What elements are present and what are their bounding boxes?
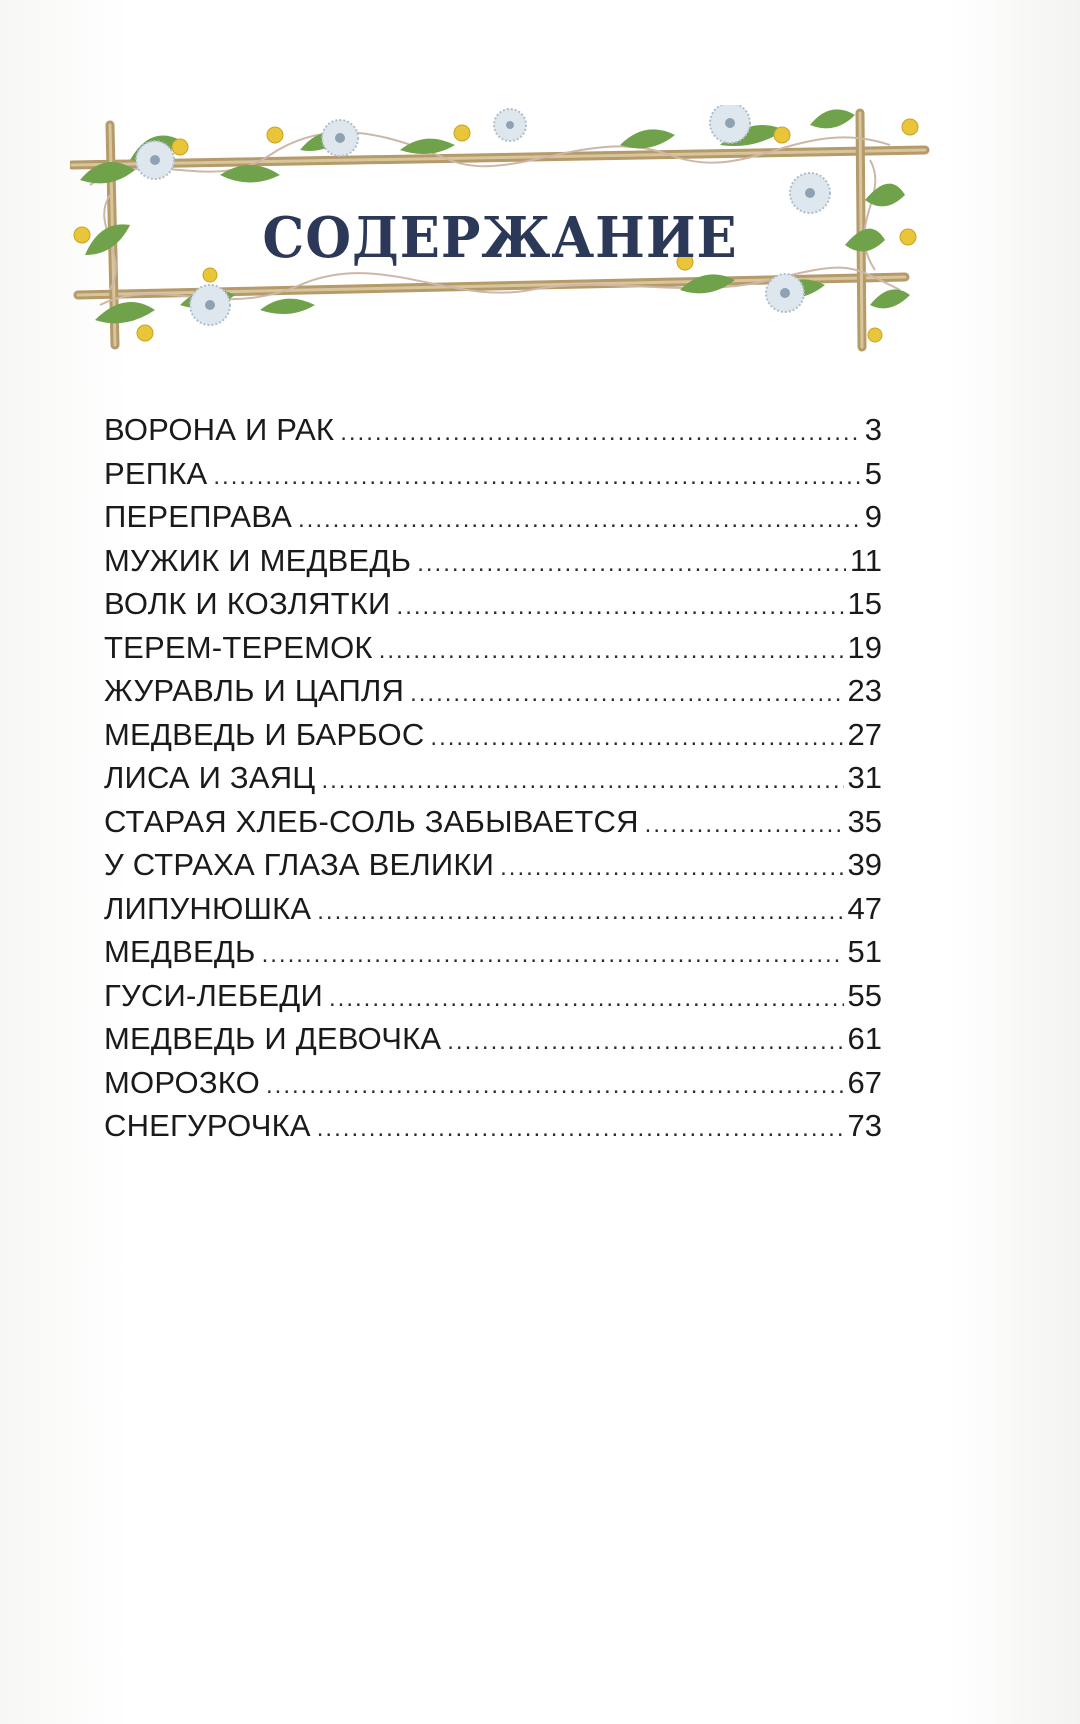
- toc-entry[interactable]: [104, 891, 882, 935]
- toc-entry-page: 73: [847, 1108, 882, 1143]
- toc-entry-page: 11: [849, 542, 882, 578]
- toc-entry-title: СНЕГУРОЧКА: [104, 1108, 311, 1143]
- page-title: СОДЕРЖАНИЕ: [262, 205, 738, 271]
- toc-entry-page: 23: [847, 673, 882, 708]
- toc-entry[interactable]: [104, 804, 882, 848]
- leader-dots: [447, 1028, 843, 1056]
- toc-entry-title: РЕПКА: [104, 455, 208, 491]
- toc-entry-page: 31: [847, 760, 882, 795]
- toc-entry[interactable]: [104, 1065, 882, 1109]
- toc-entry-page: 27: [847, 716, 882, 752]
- toc-entry[interactable]: [104, 760, 882, 804]
- leader-dots: [329, 985, 844, 1013]
- toc-entry-page: 5: [864, 455, 882, 491]
- toc-entry[interactable]: [104, 586, 882, 630]
- toc-entry-page: 39: [847, 847, 882, 882]
- toc-entry[interactable]: [104, 543, 882, 587]
- toc-entry-page: 19: [847, 629, 882, 665]
- toc-entry-page: 35: [847, 803, 882, 839]
- toc-entry-title: МУЖИК И МЕДВЕДЬ: [104, 542, 412, 578]
- toc-entry[interactable]: [104, 1021, 882, 1065]
- title-frame: [70, 105, 930, 355]
- leader-dots: [397, 593, 844, 621]
- toc-entry[interactable]: [104, 499, 882, 543]
- toc-entry-title: ВОРОНА И РАК: [104, 412, 335, 447]
- toc-entry-title: ВОЛК И КОЗЛЯТКИ: [104, 586, 391, 621]
- leader-dots: [262, 941, 844, 969]
- toc-entry-page: 47: [847, 890, 882, 926]
- toc-entry-title: ЛИПУНЮШКА: [104, 890, 312, 926]
- leader-dots: [417, 550, 846, 578]
- leader-dots: [379, 637, 844, 665]
- toc-entry-title: ЖУРАВЛЬ И ЦАПЛЯ: [104, 673, 405, 708]
- leader-dots: [410, 680, 843, 708]
- toc-entry-page: 55: [847, 977, 882, 1013]
- leader-dots: [317, 898, 843, 926]
- toc-entry-title: МЕДВЕДЬ: [104, 934, 256, 969]
- leader-dots: [340, 419, 861, 447]
- toc-entry-title: У СТРАХА ГЛАЗА ВЕЛИКИ: [104, 847, 495, 882]
- toc-entry[interactable]: [104, 412, 882, 456]
- toc-entry-page: 3: [864, 412, 882, 447]
- toc-entry[interactable]: [104, 630, 882, 674]
- leader-dots: [213, 463, 860, 491]
- toc-entry-title: МОРОЗКО: [104, 1064, 260, 1100]
- table-of-contents: [104, 412, 882, 1152]
- toc-entry[interactable]: [104, 934, 882, 978]
- leader-dots: [317, 1115, 844, 1143]
- toc-entry-page: 15: [847, 586, 882, 621]
- leader-dots: [645, 811, 844, 839]
- toc-entry-title: СТАРАЯ ХЛЕБ-СОЛЬ ЗАБЫВАЕТСЯ: [104, 803, 639, 839]
- leader-dots: [500, 854, 843, 882]
- toc-entry-page: 51: [847, 934, 882, 969]
- toc-entry[interactable]: [104, 847, 882, 891]
- toc-entry[interactable]: [104, 456, 882, 500]
- toc-entry[interactable]: [104, 673, 882, 717]
- toc-entry-title: МЕДВЕДЬ И ДЕВОЧКА: [104, 1021, 442, 1056]
- toc-entry-title: ТЕРЕМ-ТЕРЕМОК: [104, 629, 373, 665]
- toc-entry-title: МЕДВЕДЬ И БАРБОС: [104, 716, 425, 752]
- toc-entry-title: ГУСИ-ЛЕБЕДИ: [104, 977, 323, 1013]
- toc-entry-title: ЛИСА И ЗАЯЦ: [104, 760, 316, 795]
- toc-entry-page: 9: [864, 499, 882, 534]
- toc-entry-page: 67: [847, 1064, 882, 1100]
- leader-dots: [298, 506, 861, 534]
- leader-dots: [266, 1072, 844, 1100]
- toc-entry[interactable]: [104, 1108, 882, 1152]
- toc-entry[interactable]: [104, 717, 882, 761]
- toc-entry-page: 61: [847, 1021, 882, 1056]
- toc-entry-title: ПЕРЕПРАВА: [104, 499, 292, 534]
- leader-dots: [430, 724, 843, 752]
- toc-entry[interactable]: [104, 978, 882, 1022]
- leader-dots: [321, 767, 843, 795]
